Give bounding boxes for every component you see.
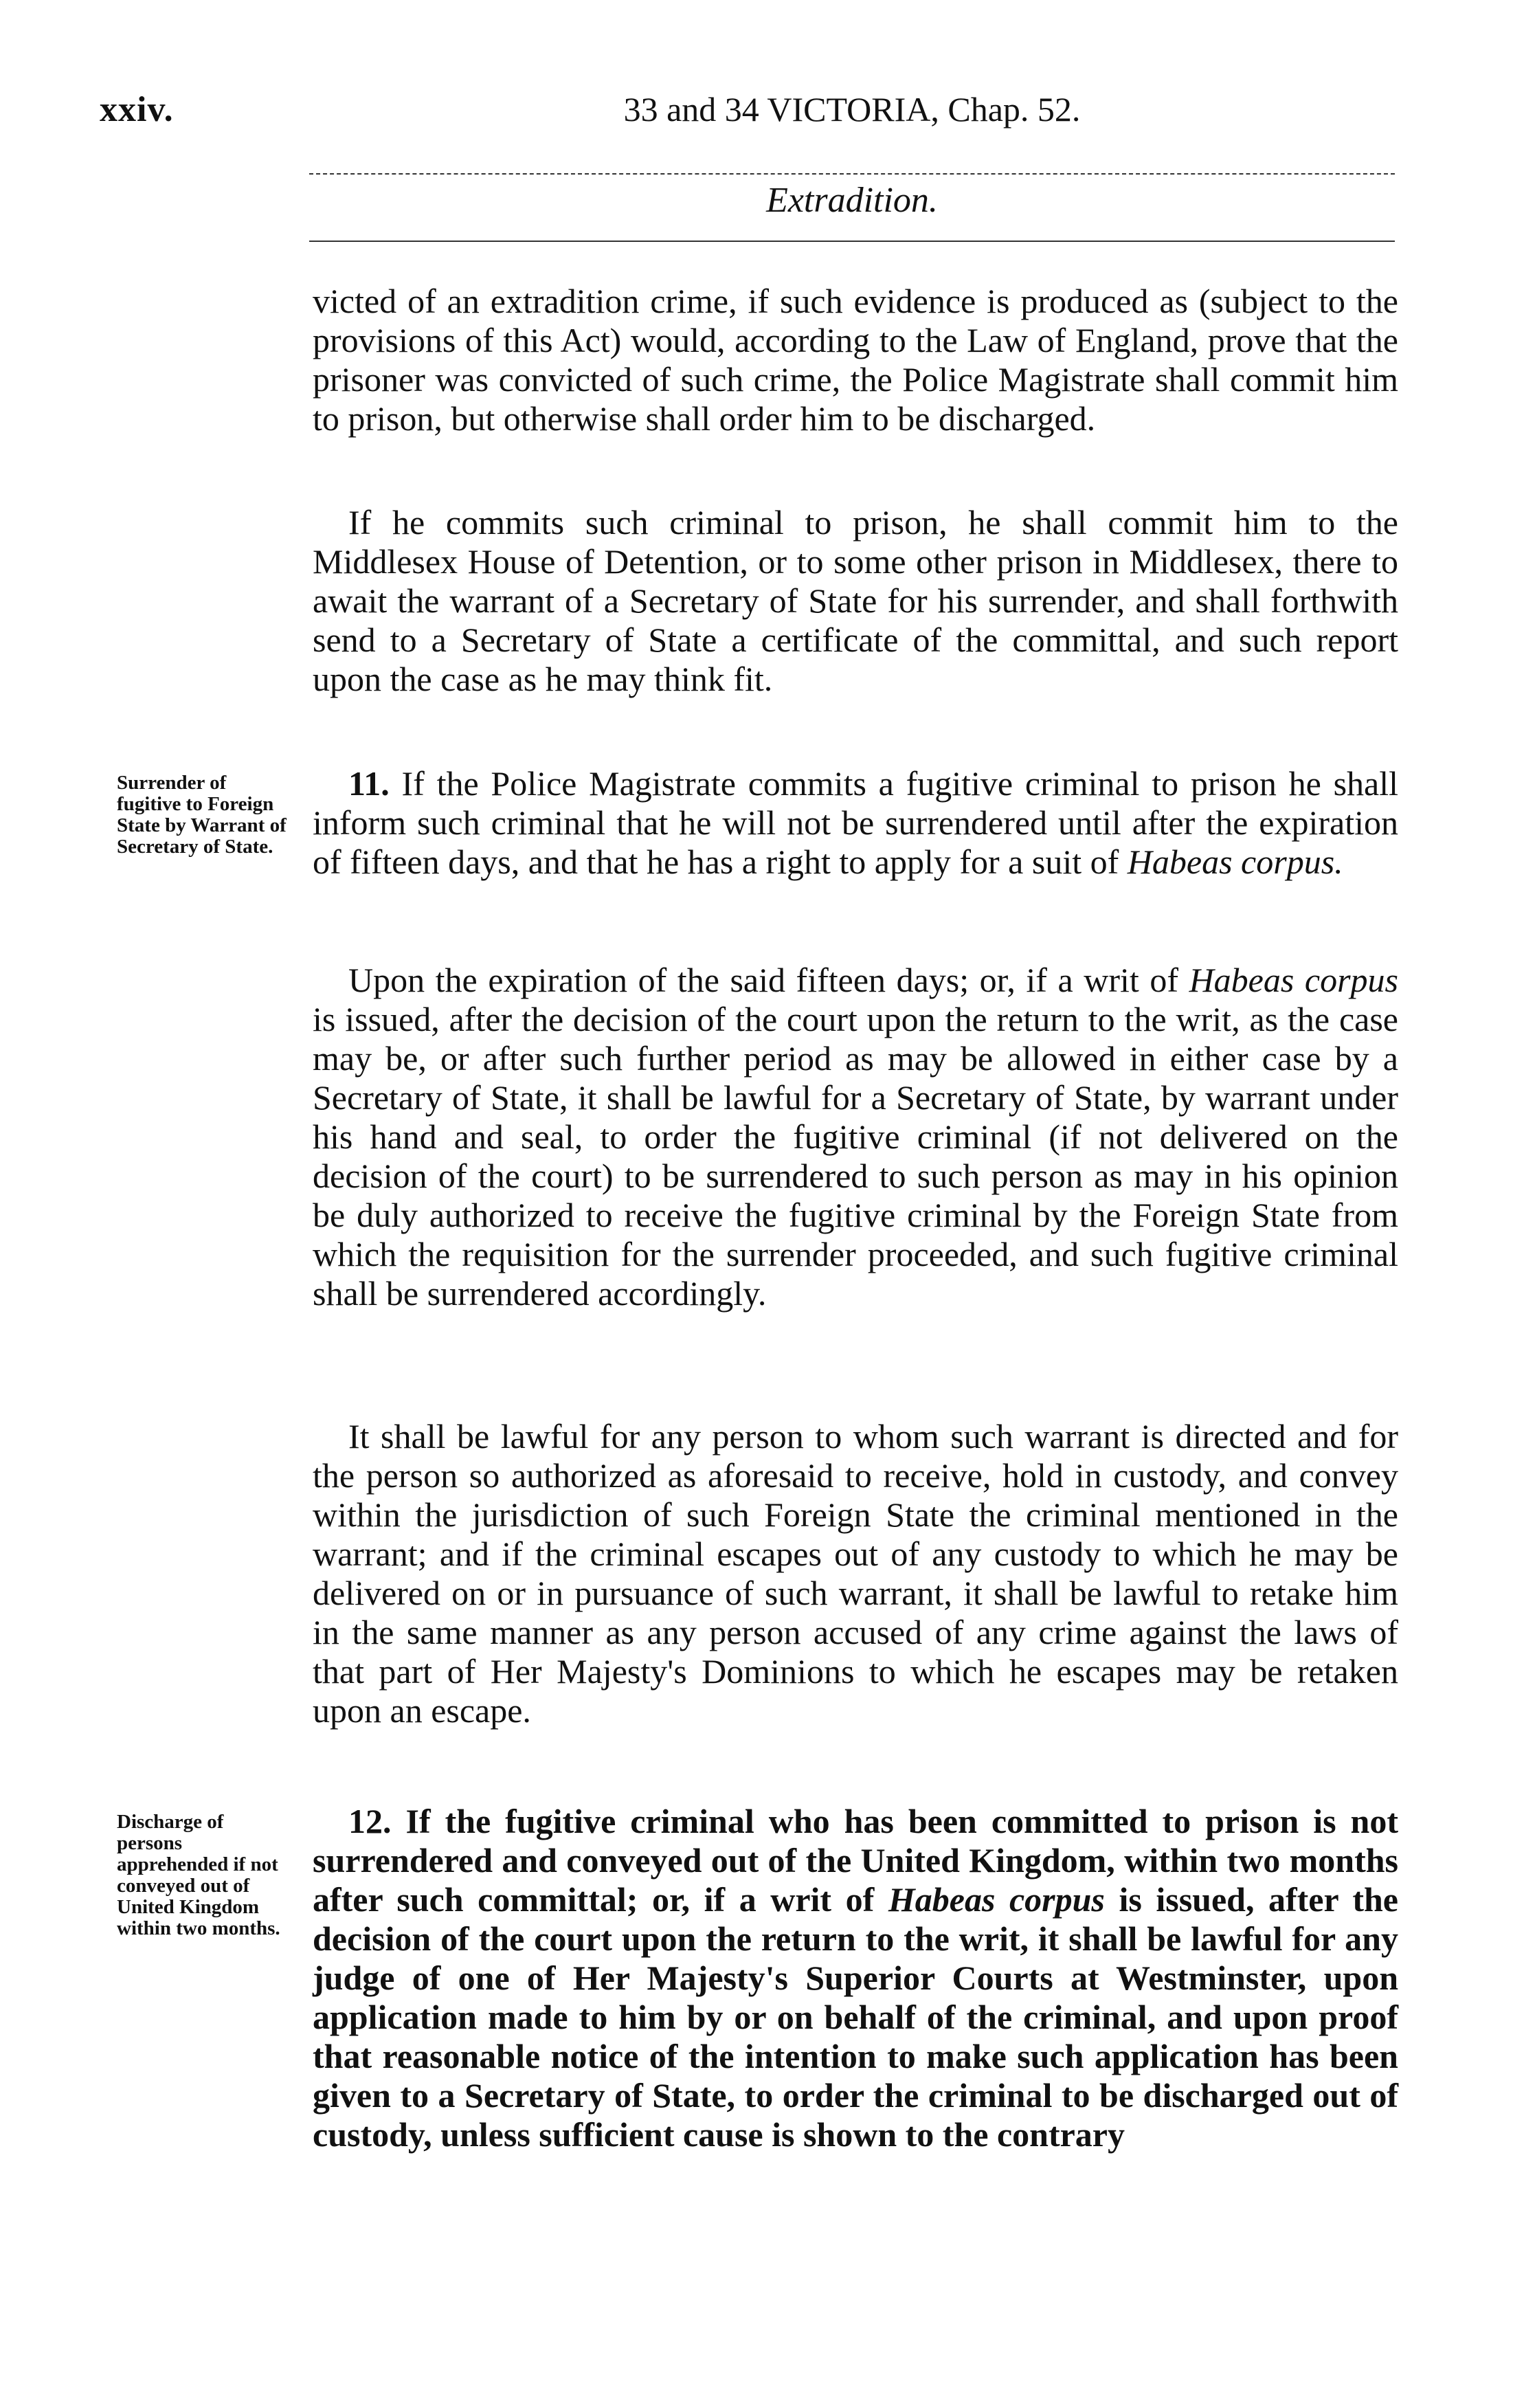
paragraph-text: If he commits such criminal to prison, he shall commit him to the Middlesex House of Detention, or to some other prison in Middlesex, there to await the warrant of a Secretary of State for his surrender, and shall forthwith send to a Secretary of State a certificate of the committal, and such report upon the case as he may think fit.	[313, 503, 1398, 698]
paragraph-custody	[313, 1417, 1398, 1730]
margin-note-surrender: Surrender of fugitive to Foreign State by Warrant of Secretary of State.	[117, 772, 287, 858]
header-rule-bottom	[309, 241, 1395, 242]
paragraph-text: It shall be lawful for any person to whom such warrant is directed and for the person so authorized as aforesaid to receive, hold in custody, and convey within the jurisdiction of such Foreign State the criminal mentioned in the warrant; and if the criminal escapes out of any custody to which he may be delivered on or in pursuance of such warrant, it shall be lawful to retake him in the same manner as any person accused of any crime against the laws of that part of Her Majesty's Dominions to which he escapes may be retaken upon an escape.	[313, 1417, 1398, 1730]
paragraph-text: is issued, after the decision of the court upon the return to the writ, as the case may be, or after such further period as may be allowed in either case by a Secretary of State, it shall be lawful for a Secretary of State, by warrant under his hand and seal, to order the fugitive criminal (if not delivered on the decision of the court) to be surrendered to such person as may in his opinion be duly authorized to receive the fugitive criminal by the Foreign State from which the requisition for the surrender proceeded, and such fugitive criminal shall be surrendered accordingly.	[313, 1000, 1398, 1313]
paragraph-continued	[313, 282, 1398, 438]
paragraph-text: If the Police Magistrate commits a fugitive criminal to prison he shall inform such criminal that he will not be surrendered until after the expiration of fifteen days, and that he has a right to apply for a suit of	[313, 764, 1399, 881]
section-number: 12.	[348, 1802, 392, 1840]
section-12-paragraph	[313, 1802, 1398, 2154]
paragraph-italic: Habeas corpus.	[1127, 843, 1343, 881]
paragraph-expiration	[313, 961, 1398, 1313]
paragraph-text: victed of an extradition crime, if such evidence is produced as (subject to the provisions of this Act) would, according to the Law of England, prove that the prisoner was convicted of such crime, the Police Magistrate shall commit him to prison, but otherwise shall order him to be discharged.	[313, 282, 1398, 438]
page-number: xxiv.	[100, 90, 174, 129]
paragraph-italic: Habeas corpus	[1189, 961, 1399, 999]
section-11-paragraph	[313, 764, 1398, 882]
section-number: 11.	[348, 764, 390, 803]
paragraph-text: Upon the expiration of the said fifteen days; or, if a writ of	[348, 961, 1179, 999]
paragraph-text: is issued, after the decision of the court upon the return to the writ, it shall be lawful for any judge of one of Her Majesty's Superior Courts at Westminster, upon application made to him by or on behalf of the criminal, and upon proof that reasonable notice of the intention to make such application has been given to a Secretary of State, to order the criminal to be discharged out of custody, unless sufficient cause is shown to the contrary	[313, 1880, 1398, 2154]
header-rule-top	[309, 173, 1395, 175]
paragraph-italic: Habeas corpus	[888, 1880, 1105, 1919]
section-heading: Extradition.	[766, 181, 938, 220]
running-title: 33 and 34 VICTORIA, Chap. 52.	[623, 90, 1081, 129]
margin-note-discharge: Discharge of persons apprehended if not conveyed out of United Kingdom within two months.	[117, 1811, 280, 1939]
paragraph-text: If the fugitive criminal who has been committed to prison is not surrendered and conveyed out of the United Kingdom, within two months after such committal; or, if a writ of	[313, 1802, 1399, 1919]
paragraph-committal	[313, 503, 1398, 699]
